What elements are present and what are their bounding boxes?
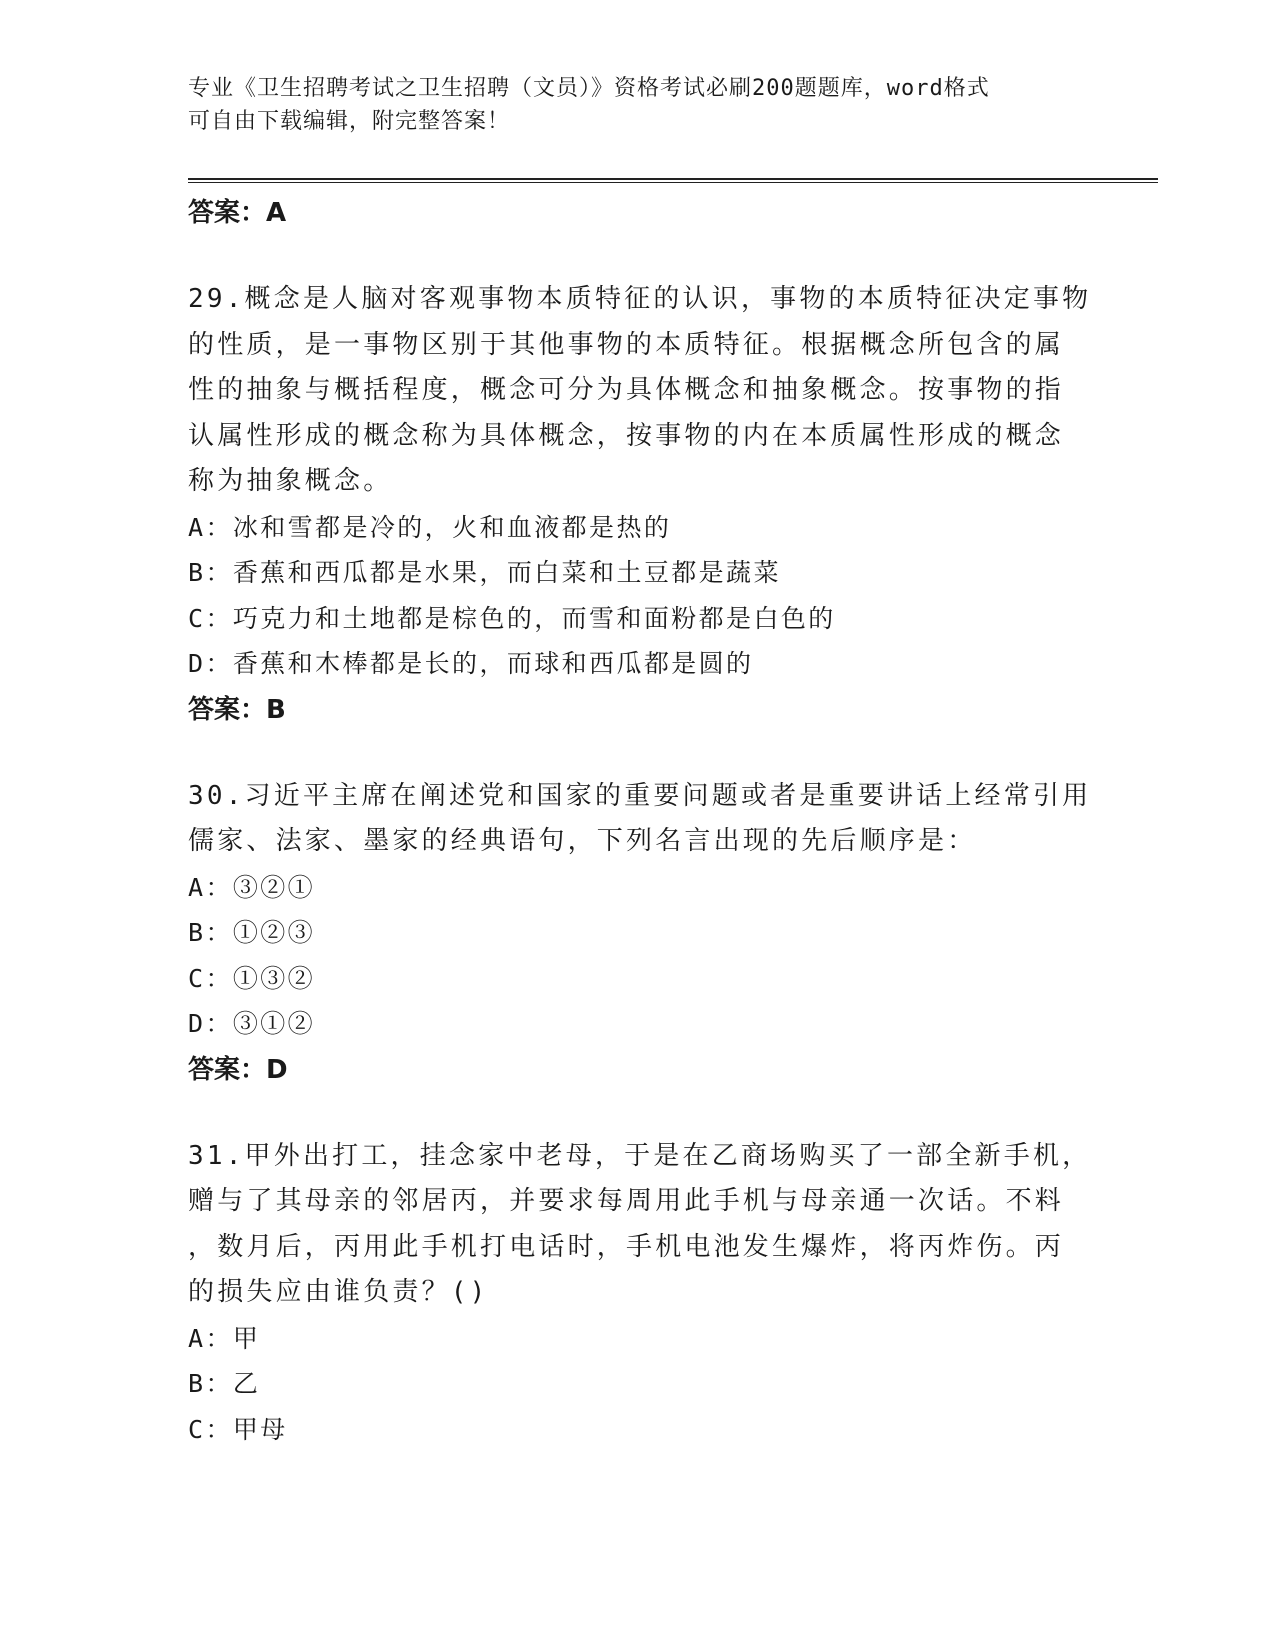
answer-29: 答案：B [188, 694, 286, 725]
header-line-2: 可自由下载编辑，附完整答案！ [188, 109, 511, 134]
question-text-line: 29.概念是人脑对客观事物本质特征的认识，事物的本质特征决定事物 [188, 284, 1092, 314]
answer-28: 答案：A [188, 198, 287, 228]
option-d: D：③①② [188, 1009, 316, 1038]
question-text-line: 30.习近平主席在阐述党和国家的重要问题或者是重要讲话上经常引用 [188, 780, 1092, 811]
question-text-line: ，数月后，丙用此手机打电话时，手机电池发生爆炸，将丙炸伤。丙 [188, 1231, 1065, 1262]
option-b: B：香蕉和西瓜都是水果，而白菜和土豆都是蔬菜 [188, 558, 781, 587]
question-text-line: 赠与了其母亲的邻居丙，并要求每周用此手机与母亲通一次话。不料 [188, 1186, 1065, 1216]
header-divider [188, 178, 1158, 183]
question-text-line: 的损失应由谁负责？() [188, 1277, 489, 1307]
option-b: B：①②③ [188, 918, 316, 947]
question-29 [188, 277, 1092, 733]
option-c: C：巧克力和土地都是棕色的，而雪和面粉都是白色的 [188, 603, 836, 633]
option-d: D：香蕉和木棒都是长的，而球和西瓜都是圆的 [188, 649, 754, 678]
question-31 [188, 1134, 1092, 1453]
question-text-line: 称为抽象概念。 [188, 466, 393, 496]
question-text-line: 儒家、法家、墨家的经典语句，下列名言出现的先后顺序是： [188, 826, 977, 856]
answer-30: 答案：D [188, 1054, 288, 1085]
option-c: C：甲母 [188, 1414, 288, 1444]
header-line-1: 专业《卫生招聘考试之卫生招聘（文员）》资格考试必刷200题题库，word格式 [188, 76, 990, 101]
question-30 [188, 774, 1092, 1093]
page-header [188, 72, 1068, 138]
option-a: A：甲 [188, 1323, 261, 1353]
option-a: A：③②① [188, 872, 316, 902]
question-text-line: 31.甲外出打工，挂念家中老母，于是在乙商场购买了一部全新手机， [188, 1140, 1092, 1171]
option-b: B：乙 [188, 1369, 261, 1398]
question-text-line: 的性质，是一事物区别于其他事物的本质特征。根据概念所包含的属 [188, 329, 1065, 360]
document-body [188, 190, 1092, 1452]
option-a: A：冰和雪都是冷的，火和血液都是热的 [188, 512, 672, 542]
question-text-line: 性的抽象与概括程度，概念可分为具体概念和抽象概念。按事物的指 [188, 375, 1065, 405]
question-text-line: 认属性形成的概念称为具体概念，按事物的内在本质属性形成的概念 [188, 420, 1065, 451]
option-c: C：①③② [188, 963, 316, 993]
